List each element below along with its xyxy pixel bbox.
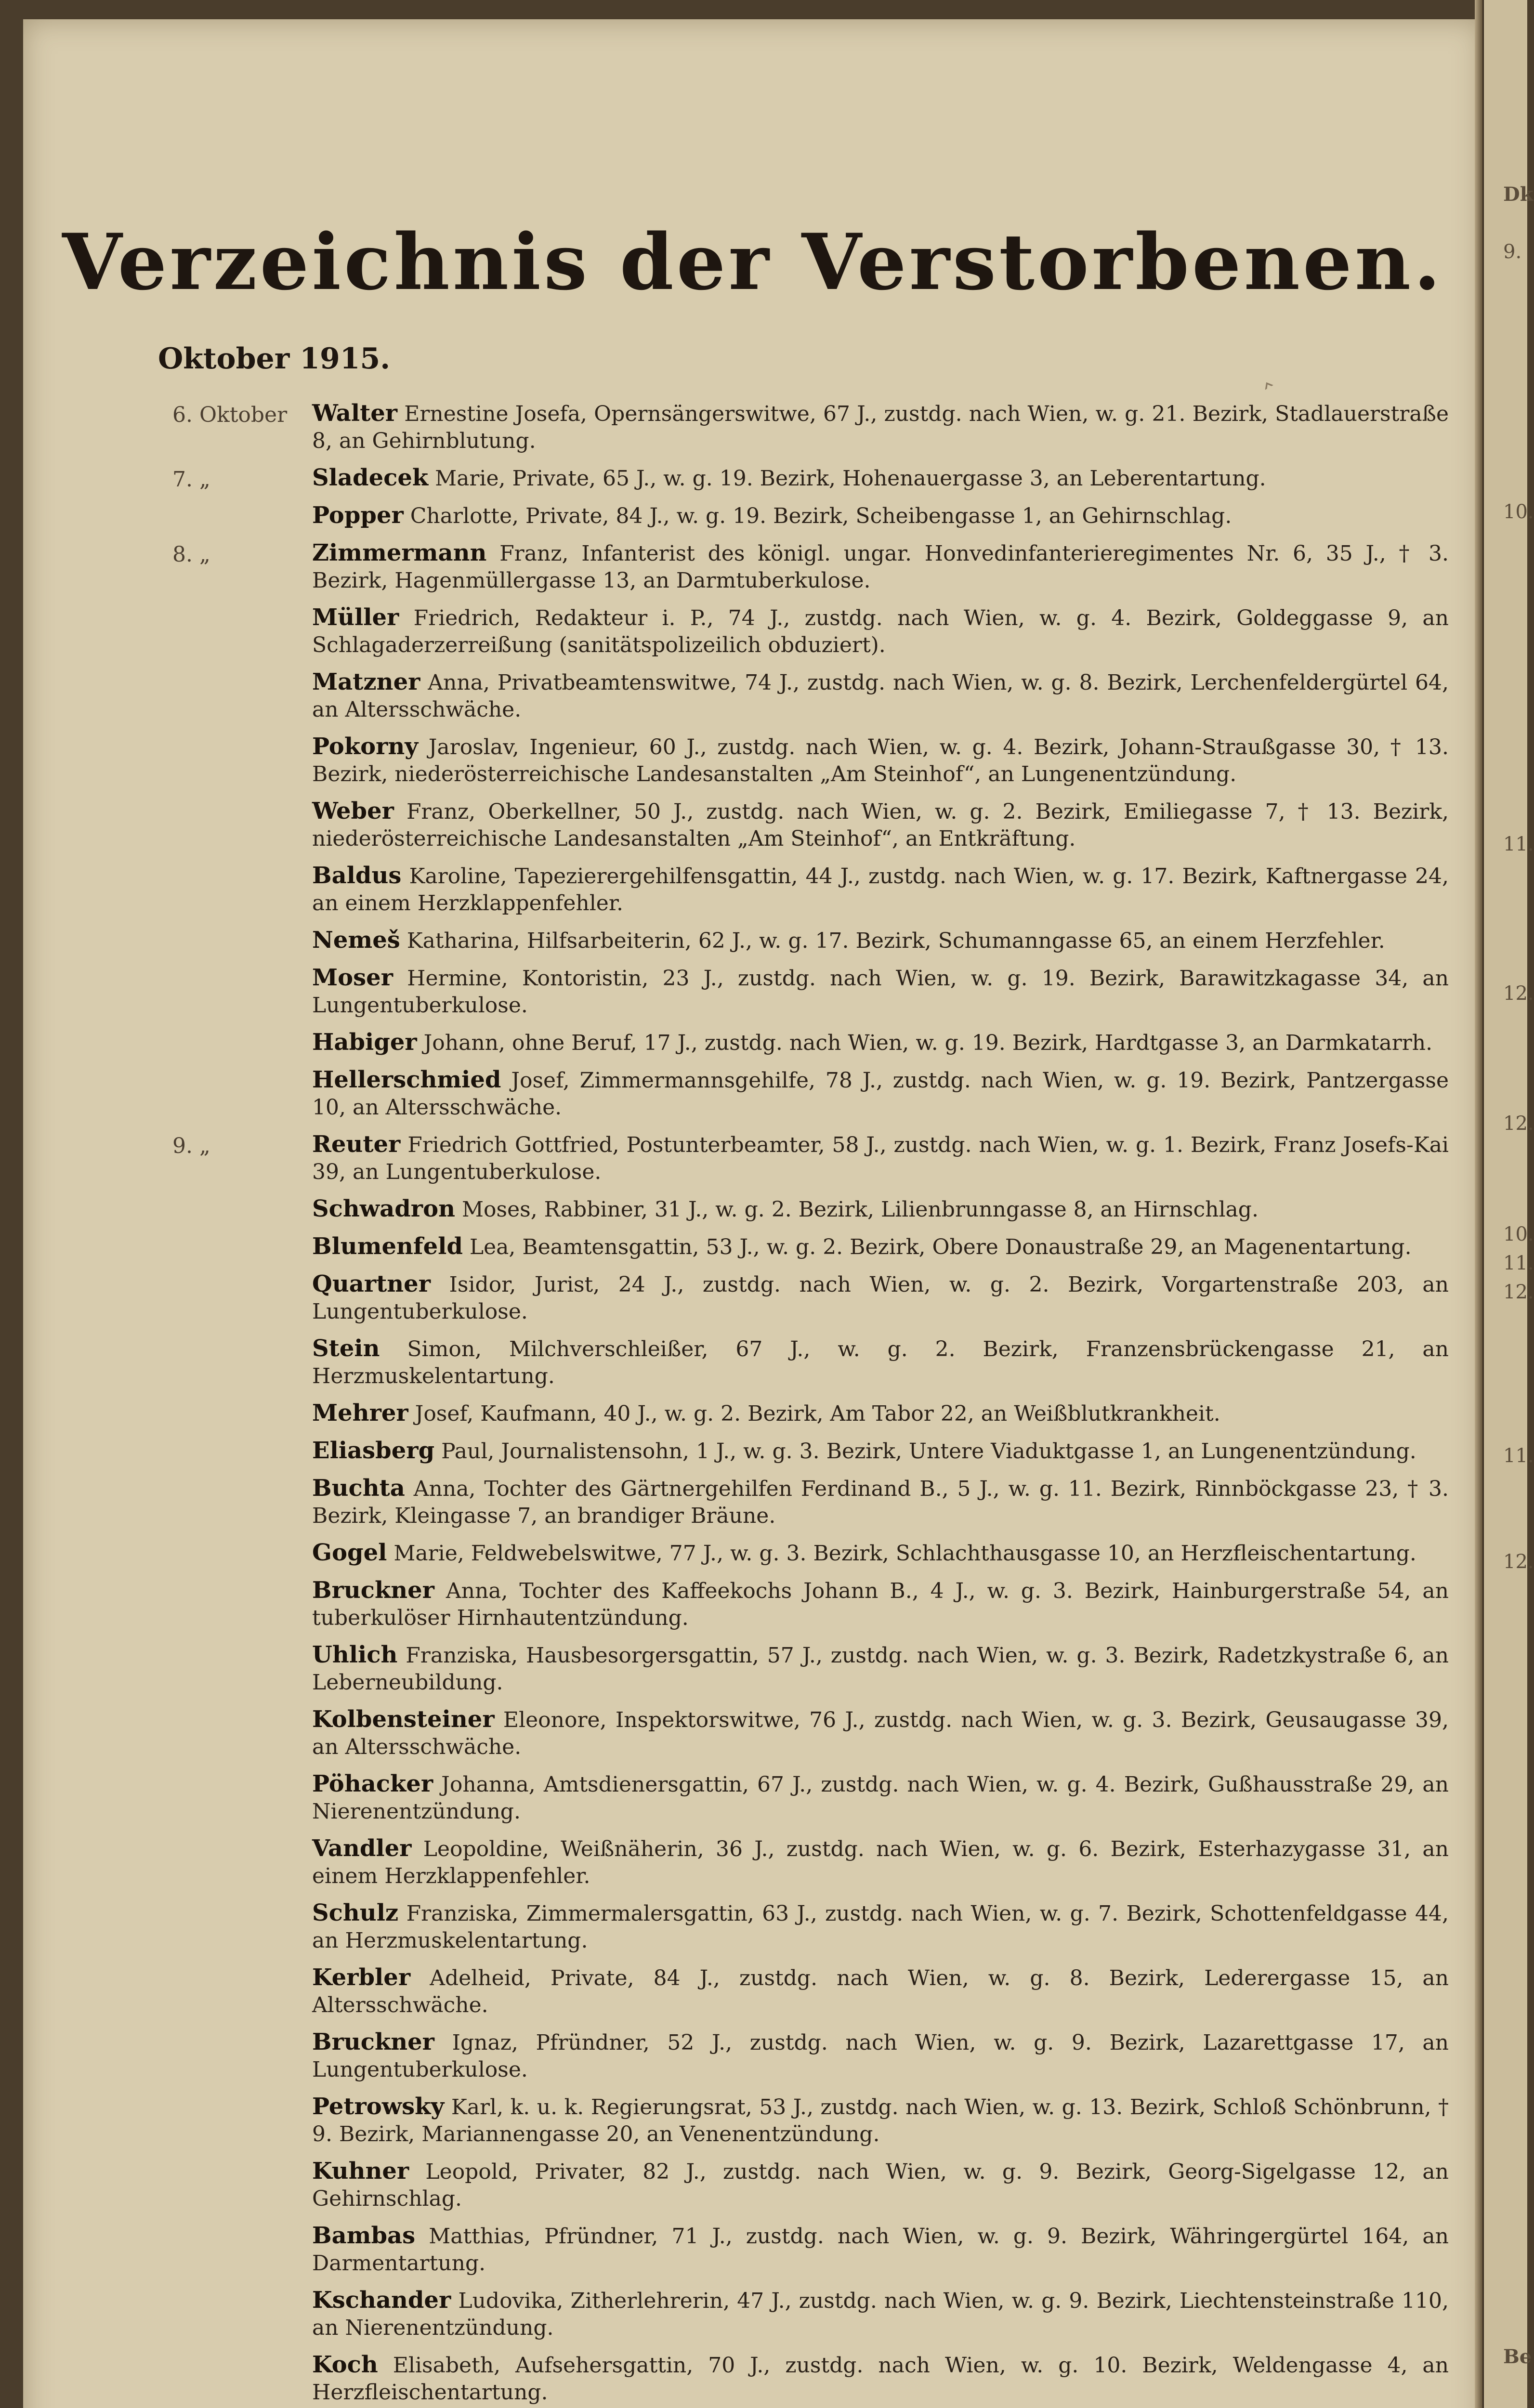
entry-surname: Walter bbox=[312, 400, 398, 427]
facing-page-number: 12. bbox=[1503, 1551, 1534, 1573]
entry-text bbox=[312, 1195, 1449, 1223]
entry-row bbox=[23, 1066, 1482, 1121]
entry-details: Ernestine Josefa, Opernsängerswitwe, 67 J., zustdg. nach Wien, w. g. 21. Bezirk, Stadlauerstraße 8, an Gehirnblutung. bbox=[312, 402, 1449, 453]
entry-date: 8. „ bbox=[172, 542, 210, 567]
entry-text bbox=[312, 1270, 1449, 1325]
entry-surname: Buchta bbox=[312, 1475, 405, 1502]
section-heading: Oktober 1915. bbox=[158, 342, 391, 376]
entry-date: 9. „ bbox=[172, 1134, 210, 1158]
entry-row bbox=[23, 1964, 1482, 2019]
facing-page-number: 12. bbox=[1503, 982, 1534, 1005]
entry-surname: Bambas bbox=[312, 2222, 416, 2249]
entry-text bbox=[312, 604, 1449, 659]
entry-row bbox=[23, 1270, 1482, 1325]
entry-details: Paul, Journalistensohn, 1 J., w. g. 3. Bezirk, Untere Viaduktgasse 1, an Lungenentzündung. bbox=[434, 1439, 1416, 1464]
facing-page-number: 12. bbox=[1503, 1281, 1534, 1303]
entry-text bbox=[312, 1335, 1449, 1390]
entry-row bbox=[23, 668, 1482, 723]
entry-row bbox=[23, 1233, 1482, 1261]
entry-surname: Sladecek bbox=[312, 464, 429, 491]
entry-details: Karl, k. u. k. Regierungsrat, 53 J., zustdg. nach Wien, w. g. 13. Bezirk, Schloß Schönbrunn, † 9. Bezirk, Mariannengasse 20, an Venenentzündung. bbox=[312, 2095, 1449, 2146]
entry-details: Simon, Milchverschleißer, 67 J., w. g. 2. Bezirk, Franzensbrückengasse 21, an Herzmuskelentartung. bbox=[312, 1337, 1449, 1388]
entry-surname: Koch bbox=[312, 2351, 378, 2378]
entry-surname: Hellerschmied bbox=[312, 1066, 501, 1093]
facing-page-number: 11. bbox=[1503, 833, 1534, 855]
entry-row bbox=[23, 1577, 1482, 1632]
entry-row bbox=[23, 502, 1482, 530]
entry-text bbox=[312, 1475, 1449, 1530]
entry-row bbox=[23, 464, 1482, 492]
entry-details: Leopoldine, Weißnäherin, 36 J., zustdg. nach Wien, w. g. 6. Bezirk, Esterhazygasse 31, an einem Herzklappenfehler. bbox=[312, 1837, 1449, 1888]
entry-surname: Kschander bbox=[312, 2287, 451, 2314]
entry-text bbox=[312, 1029, 1449, 1057]
entry-row bbox=[23, 400, 1482, 455]
entry-surname: Matzner bbox=[312, 668, 420, 695]
entry-details: Friedrich, Redakteur i. P., 74 J., zustdg. nach Wien, w. g. 4. Bezirk, Goldeggasse 9, an Schlagaderzerreißung (sanitätspolizeilich obduziert). bbox=[312, 606, 1449, 657]
entry-text bbox=[312, 1770, 1449, 1825]
entry-details: Eleonore, Inspektorswitwe, 76 J., zustdg. nach Wien, w. g. 3. Bezirk, Geusaugasse 39, an Altersschwäche. bbox=[312, 1708, 1449, 1759]
facing-page-number: 10. bbox=[1503, 1223, 1534, 1245]
entry-surname: Schwadron bbox=[312, 1195, 455, 1222]
entry-text bbox=[312, 1706, 1449, 1761]
entry-surname: Kolbensteiner bbox=[312, 1706, 495, 1733]
entry-surname: Müller bbox=[312, 604, 399, 631]
entry-surname: Bruckner bbox=[312, 1577, 434, 1604]
entry-row bbox=[23, 1835, 1482, 1890]
entry-text bbox=[312, 2351, 1449, 2406]
entry-surname: Petrowsky bbox=[312, 2093, 445, 2120]
entry-surname: Kerbler bbox=[312, 1964, 411, 1991]
entry-text bbox=[312, 1835, 1449, 1890]
entry-row bbox=[23, 1400, 1482, 1427]
entry-details: Moses, Rabbiner, 31 J., w. g. 2. Bezirk, Lilienbrunngasse 8, an Hirnschlag. bbox=[455, 1197, 1259, 1222]
entry-details: Marie, Feldwebelswitwe, 77 J., w. g. 3. Bezirk, Schlachthausgasse 10, an Herzfleischentartung. bbox=[387, 1541, 1416, 1566]
entry-text bbox=[312, 2158, 1449, 2212]
entry-surname: Zimmermann bbox=[312, 539, 487, 566]
entry-list bbox=[23, 400, 1482, 2408]
entry-details: Ludovika, Zitherlehrerin, 47 J., zustdg. nach Wien, w. g. 9. Bezirk, Liechtensteinstraße 110, an Nierenentzündung. bbox=[312, 2289, 1449, 2340]
entry-row bbox=[23, 604, 1482, 659]
entry-surname: Kuhner bbox=[312, 2158, 409, 2185]
entry-details: Anna, Tochter des Gärtnergehilfen Ferdinand B., 5 J., w. g. 11. Bezirk, Rinnböckgasse 23, † 3. Bezirk, Kleingasse 7, an brandiger Bräune. bbox=[312, 1477, 1449, 1528]
entry-row bbox=[23, 733, 1482, 788]
entry-surname: Weber bbox=[312, 798, 394, 824]
entry-details: Lea, Beamtensgattin, 53 J., w. g. 2. Bezirk, Obere Donaustraße 29, an Magenentartung. bbox=[462, 1235, 1412, 1259]
entry-row bbox=[23, 862, 1482, 917]
entry-details: Karoline, Tapezierergehilfensgattin, 44 J., zustdg. nach Wien, w. g. 17. Bezirk, Kaftnergasse 24, an einem Herzklappenfehler. bbox=[312, 864, 1449, 916]
entry-row bbox=[23, 1539, 1482, 1567]
facing-page-footer: Be bbox=[1503, 2345, 1532, 2368]
entry-row bbox=[23, 539, 1482, 594]
entry-text bbox=[312, 1899, 1449, 1954]
entry-surname: Uhlich bbox=[312, 1641, 398, 1668]
facing-page-number: 12. bbox=[1503, 1112, 1534, 1135]
entry-row bbox=[23, 1899, 1482, 1954]
entry-surname: Eliasberg bbox=[312, 1437, 435, 1464]
entry-surname: Nemeš bbox=[312, 927, 400, 954]
entry-surname: Schulz bbox=[312, 1899, 399, 1926]
facing-page-edge bbox=[1482, 0, 1534, 2408]
entry-text bbox=[312, 502, 1449, 530]
entry-details: Johann, ohne Beruf, 17 J., zustdg. nach Wien, w. g. 19. Bezirk, Hardtgasse 3, an Darmkatarrh. bbox=[417, 1031, 1433, 1055]
entry-details: Anna, Privatbeamtenswitwe, 74 J., zustdg. nach Wien, w. g. 8. Bezirk, Lerchenfeldergürtel 64, an Altersschwäche. bbox=[312, 670, 1449, 722]
page-title: Verzeichnis der Verstorbenen. bbox=[62, 217, 1443, 307]
entry-row bbox=[23, 1437, 1482, 1465]
entry-text bbox=[312, 927, 1449, 955]
entry-row bbox=[23, 1335, 1482, 1390]
entry-surname: Pokorny bbox=[312, 733, 419, 760]
entry-surname: Moser bbox=[312, 964, 393, 991]
facing-page-number: 9. bbox=[1503, 241, 1522, 263]
entry-details: Katharina, Hilfsarbeiterin, 62 J., w. g. 17. Bezirk, Schumanngasse 65, an einem Herzfehler. bbox=[400, 929, 1385, 953]
entry-text bbox=[312, 1131, 1449, 1186]
entry-row bbox=[23, 2351, 1482, 2406]
entry-row bbox=[23, 1029, 1482, 1057]
entry-surname: Stein bbox=[312, 1335, 380, 1362]
entry-text bbox=[312, 964, 1449, 1019]
facing-page-number: 11. bbox=[1503, 1252, 1534, 1274]
entry-row bbox=[23, 2093, 1482, 2148]
entry-details: Johanna, Amtsdienersgattin, 67 J., zustdg. nach Wien, w. g. 4. Bezirk, Gußhausstraße 29, an Nierenentzündung. bbox=[312, 1772, 1449, 1824]
entry-surname: Reuter bbox=[312, 1131, 401, 1158]
entry-text bbox=[312, 2287, 1449, 2342]
entry-text bbox=[312, 733, 1449, 788]
entry-details: Elisabeth, Aufsehersgattin, 70 J., zustdg. nach Wien, w. g. 10. Bezirk, Weldengasse 4, an Herzfleischentartung. bbox=[312, 2353, 1449, 2405]
entry-details: Franz, Oberkellner, 50 J., zustdg. nach Wien, w. g. 2. Bezirk, Emiliegasse 7, † 13. Bezirk, niederösterreichische Landesanstalten „Am Steinhof“, an Entkräftung. bbox=[312, 799, 1449, 851]
entry-text bbox=[312, 1964, 1449, 2019]
entry-details: Franz, Infanterist des königl. ungar. Honvedinfanterieregimentes Nr. 6, 35 J., † 3. Bezirk, Hagenmüllergasse 13, an Darmtuberkulose. bbox=[312, 541, 1449, 593]
entry-details: Jaroslav, Ingenieur, 60 J., zustdg. nach Wien, w. g. 4. Bezirk, Johann-Straußgasse 30, † 13. Bezirk, niederösterreichische Landesanstalten „Am Steinhof“, an Lungenentzündung. bbox=[312, 735, 1449, 786]
entry-row bbox=[23, 964, 1482, 1019]
entry-text bbox=[312, 1437, 1449, 1465]
entry-text bbox=[312, 539, 1449, 594]
entry-text bbox=[312, 2222, 1449, 2277]
entry-details: Anna, Tochter des Kaffeekochs Johann B., 4 J., w. g. 3. Bezirk, Hainburgerstraße 54, an tuberkulöser Hirnhautentzündung. bbox=[312, 1579, 1449, 1630]
entry-text bbox=[312, 1577, 1449, 1632]
entry-row bbox=[23, 1475, 1482, 1530]
entry-text bbox=[312, 1066, 1449, 1121]
entry-text bbox=[312, 1233, 1449, 1261]
entry-surname: Pöhacker bbox=[312, 1770, 433, 1797]
entry-details: Leopold, Privater, 82 J., zustdg. nach Wien, w. g. 9. Bezirk, Georg-Sigelgasse 12, an Gehirnschlag. bbox=[312, 2159, 1449, 2211]
entry-surname: Bruckner bbox=[312, 2028, 434, 2055]
entry-row bbox=[23, 2158, 1482, 2212]
entry-row bbox=[23, 1131, 1482, 1186]
entry-surname: Baldus bbox=[312, 862, 402, 889]
entry-details: Matthias, Pfründner, 71 J., zustdg. nach Wien, w. g. 9. Bezirk, Währingergürtel 164, an Darmentartung. bbox=[312, 2224, 1449, 2276]
facing-page-number: 11. bbox=[1503, 1445, 1534, 1467]
document-page bbox=[23, 19, 1482, 2408]
entry-row bbox=[23, 2287, 1482, 2342]
entry-surname: Vandler bbox=[312, 1835, 412, 1862]
entry-row bbox=[23, 2222, 1482, 2277]
entry-date: 7. „ bbox=[172, 467, 210, 492]
entry-text bbox=[312, 862, 1449, 917]
entry-text bbox=[312, 1539, 1449, 1567]
entry-row bbox=[23, 1770, 1482, 1825]
entry-row bbox=[23, 1641, 1482, 1696]
entry-details: Hermine, Kontoristin, 23 J., zustdg. nach Wien, w. g. 19. Bezirk, Barawitzkagasse 34, an Lungentuberkulose. bbox=[312, 966, 1449, 1018]
entry-row bbox=[23, 2028, 1482, 2083]
entry-text bbox=[312, 2028, 1449, 2083]
entry-surname: Habiger bbox=[312, 1029, 417, 1056]
entry-details: Friedrich Gottfried, Postunterbeamter, 58 J., zustdg. nach Wien, w. g. 1. Bezirk, Franz Josefs-Kai 39, an Lungentuberkulose. bbox=[312, 1133, 1449, 1184]
entry-details: Adelheid, Private, 84 J., zustdg. nach Wien, w. g. 8. Bezirk, Lederergasse 15, an Altersschwäche. bbox=[312, 1966, 1449, 2017]
margin-mark: ‸ bbox=[1248, 356, 1274, 391]
facing-page-header: Dk bbox=[1503, 183, 1534, 206]
entry-details: Isidor, Jurist, 24 J., zustdg. nach Wien, w. g. 2. Bezirk, Vorgartenstraße 203, an Lungentuberkulose. bbox=[312, 1272, 1449, 1324]
entry-date: 6. Oktober bbox=[172, 403, 288, 427]
facing-page-number: 10. bbox=[1503, 501, 1534, 523]
entry-details: Josef, Zimmermannsgehilfe, 78 J., zustdg. nach Wien, w. g. 19. Bezirk, Pantzergasse 10, an Altersschwäche. bbox=[312, 1068, 1449, 1120]
entry-row bbox=[23, 1195, 1482, 1223]
entry-text bbox=[312, 1641, 1449, 1696]
entry-text bbox=[312, 2093, 1449, 2148]
entry-details: Ignaz, Pfründner, 52 J., zustdg. nach Wien, w. g. 9. Bezirk, Lazarettgasse 17, an Lungentuberkulose. bbox=[312, 2030, 1449, 2082]
entry-details: Charlotte, Private, 84 J., w. g. 19. Bezirk, Scheibengasse 1, an Gehirnschlag. bbox=[403, 504, 1232, 528]
entry-surname: Mehrer bbox=[312, 1400, 408, 1426]
entry-surname: Popper bbox=[312, 502, 404, 529]
entry-surname: Quartner bbox=[312, 1270, 431, 1297]
entry-text bbox=[312, 1400, 1449, 1427]
entry-details: Josef, Kaufmann, 40 J., w. g. 2. Bezirk, Am Tabor 22, an Weißblutkrankheit. bbox=[408, 1401, 1220, 1426]
entry-details: Franziska, Zimmermalersgattin, 63 J., zustdg. nach Wien, w. g. 7. Bezirk, Schottenfeldgasse 44, an Herzmuskelentartung. bbox=[312, 1901, 1449, 1953]
entry-text bbox=[312, 668, 1449, 723]
entry-row bbox=[23, 1706, 1482, 1761]
entry-row bbox=[23, 798, 1482, 852]
entry-details: Marie, Private, 65 J., w. g. 19. Bezirk, Hohenauergasse 3, an Leberentartung. bbox=[428, 466, 1266, 491]
entry-row bbox=[23, 927, 1482, 955]
entry-text bbox=[312, 798, 1449, 852]
entry-text bbox=[312, 400, 1449, 455]
entry-details: Franziska, Hausbesorgersgattin, 57 J., zustdg. nach Wien, w. g. 3. Bezirk, Radetzkystraße 6, an Leberneubildung. bbox=[312, 1643, 1449, 1695]
entry-text bbox=[312, 464, 1449, 492]
entry-surname: Gogel bbox=[312, 1539, 387, 1566]
entry-surname: Blumenfeld bbox=[312, 1233, 463, 1260]
